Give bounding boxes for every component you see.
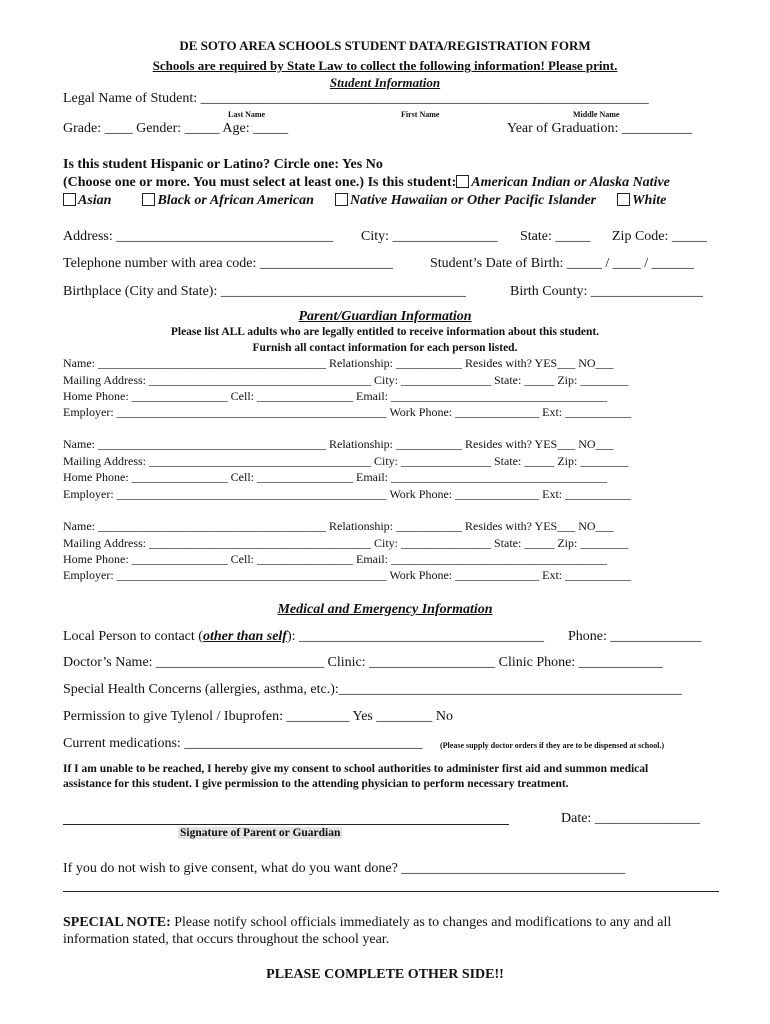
special-note-text-1: Please notify school officials immediately as to changes and modifications to any and all bbox=[170, 915, 672, 930]
health-concerns-field[interactable]: Special Health Concerns (allergies, asthma, etc.):_________________________________________________ bbox=[63, 682, 682, 697]
local-contact-suffix: ): ___________________________________ bbox=[286, 629, 545, 644]
local-contact-phone-field[interactable]: Phone: _____________ bbox=[568, 629, 702, 644]
guardian-instruction-1: Please list ALL adults who are legally entitled to receive information about this student. bbox=[170, 326, 600, 338]
guardian-2-mailing-row[interactable]: Mailing Address: _____________________________________ City: _______________ State: _____ Zip: ________ bbox=[63, 454, 629, 468]
signature-label-wrap bbox=[178, 827, 342, 839]
signature-line[interactable] bbox=[63, 824, 509, 825]
section-medical-title: Medical and Emergency Information bbox=[277, 602, 493, 617]
guardian-1-mailing-row[interactable]: Mailing Address: _____________________________________ City: _______________ State: _____ Zip: ________ bbox=[63, 373, 629, 387]
checkbox-black[interactable] bbox=[142, 193, 155, 206]
middle-name-sublabel: Middle Name bbox=[573, 110, 620, 119]
special-note-text-2: information stated, that occurs throughout the school year. bbox=[63, 932, 390, 947]
guardian-2-name-row[interactable]: Name: ______________________________________ Relationship: ___________ Resides with? YES___ NO___ bbox=[63, 437, 614, 451]
signature-label: Signature of Parent or Guardian bbox=[180, 827, 341, 839]
telephone-field[interactable]: Telephone number with area code: ___________________ bbox=[63, 256, 393, 271]
race-black-label: Black or African American bbox=[157, 193, 314, 208]
guardian-3-mailing-row[interactable]: Mailing Address: _____________________________________ City: _______________ State: _____ Zip: ________ bbox=[63, 536, 629, 550]
zip-code-field[interactable]: Zip Code: _____ bbox=[612, 229, 707, 244]
birthplace-field[interactable]: Birthplace (City and State): ___________________________________ bbox=[63, 284, 466, 299]
address-field[interactable]: Address: _______________________________ bbox=[63, 229, 334, 244]
doctor-clinic-row[interactable]: Doctor’s Name: ________________________ Clinic: __________________ Clinic Phone: ____________ bbox=[63, 655, 663, 670]
guardian-1-phone-row[interactable]: Home Phone: ________________ Cell: ________________ Email: ____________________________________ bbox=[63, 389, 607, 403]
race-american-indian-label: American Indian or Alaska Native bbox=[471, 175, 670, 190]
no-consent-field[interactable]: If you do not wish to give consent, what do you want done? ________________________________ bbox=[63, 861, 626, 876]
section-guardian-title: Parent/Guardian Information bbox=[298, 309, 472, 324]
guardian-2-employer-row[interactable]: Employer: _____________________________________________ Work Phone: ______________ Ext: ___________ bbox=[63, 487, 632, 501]
race-question-line1 bbox=[63, 175, 670, 191]
guardian-instruction-2: Furnish all contact information for each person listed. bbox=[252, 342, 518, 354]
medications-note: (Please supply doctor orders if they are to be dispensed at school.) bbox=[440, 741, 665, 750]
state-field[interactable]: State: _____ bbox=[520, 229, 591, 244]
race-hawaiian-label: Native Hawaiian or Other Pacific Islander bbox=[349, 193, 597, 208]
city-field[interactable]: City: _______________ bbox=[361, 229, 498, 244]
first-name-sublabel: First Name bbox=[401, 110, 440, 119]
complete-other-side-note: PLEASE COMPLETE OTHER SIDE!! bbox=[266, 967, 504, 982]
date-field[interactable]: Date: _______________ bbox=[561, 811, 700, 826]
race-question-prefix: (Choose one or more. You must select at least one.) Is this student: bbox=[63, 175, 457, 190]
consent-text-2: assistance for this student. I give permission to the attending physician to perform necessary treatment. bbox=[63, 778, 569, 790]
guardian-1-name-row[interactable]: Name: ______________________________________ Relationship: ___________ Resides with? YES___ NO___ bbox=[63, 356, 614, 370]
race-white-label: White bbox=[632, 193, 667, 208]
current-medications-field[interactable]: Current medications: __________________________________ bbox=[63, 736, 423, 751]
race-options-line2 bbox=[63, 193, 666, 209]
checkbox-hawaiian[interactable] bbox=[335, 193, 348, 206]
legal-name-field[interactable]: Legal Name of Student: ________________________________________________________________ bbox=[63, 91, 649, 106]
date-of-birth-field[interactable]: Student’s Date of Birth: _____ / ____ / ______ bbox=[430, 256, 694, 271]
checkbox-american-indian[interactable] bbox=[456, 175, 469, 188]
guardian-1-employer-row[interactable]: Employer: _____________________________________________ Work Phone: ______________ Ext: ___________ bbox=[63, 405, 632, 419]
hispanic-question[interactable]: Is this student Hispanic or Latino? Circle one: Yes No bbox=[63, 157, 383, 172]
local-contact-prefix: Local Person to contact ( bbox=[63, 629, 203, 644]
last-name-sublabel: Last Name bbox=[228, 110, 266, 119]
tylenol-permission-field[interactable]: Permission to give Tylenol / Ibuprofen: _________ Yes ________ No bbox=[63, 709, 453, 724]
birth-county-field[interactable]: Birth County: ________________ bbox=[510, 284, 703, 299]
consent-text-1: If I am unable to be reached, I hereby give my consent to school authorities to administer first aid and summon medical bbox=[63, 763, 649, 775]
section-student-title: Student Information bbox=[329, 75, 441, 90]
local-contact-emphasis: other than self bbox=[202, 629, 287, 644]
form-subtitle: Schools are required by State Law to collect the following information! Please print. bbox=[152, 58, 618, 73]
checkbox-asian[interactable] bbox=[63, 193, 76, 206]
race-asian-label: Asian bbox=[78, 193, 112, 208]
checkbox-white[interactable] bbox=[617, 193, 630, 206]
no-consent-extra-line[interactable] bbox=[63, 891, 719, 892]
form-title: DE SOTO AREA SCHOOLS STUDENT DATA/REGISTRATION FORM bbox=[179, 38, 591, 53]
local-contact-field[interactable] bbox=[63, 629, 544, 645]
guardian-3-name-row[interactable]: Name: ______________________________________ Relationship: ___________ Resides with? YES___ NO___ bbox=[63, 519, 614, 533]
guardian-3-phone-row[interactable]: Home Phone: ________________ Cell: ________________ Email: ____________________________________ bbox=[63, 552, 607, 566]
grade-gender-age-fields[interactable]: Grade: ____ Gender: _____ Age: _____ bbox=[63, 121, 289, 136]
special-note-line-1 bbox=[63, 915, 671, 931]
special-note-label: SPECIAL NOTE: bbox=[63, 915, 171, 930]
guardian-3-employer-row[interactable]: Employer: _____________________________________________ Work Phone: ______________ Ext: ___________ bbox=[63, 568, 632, 582]
year-of-graduation-field[interactable]: Year of Graduation: __________ bbox=[507, 121, 692, 136]
guardian-2-phone-row[interactable]: Home Phone: ________________ Cell: ________________ Email: ____________________________________ bbox=[63, 470, 607, 484]
